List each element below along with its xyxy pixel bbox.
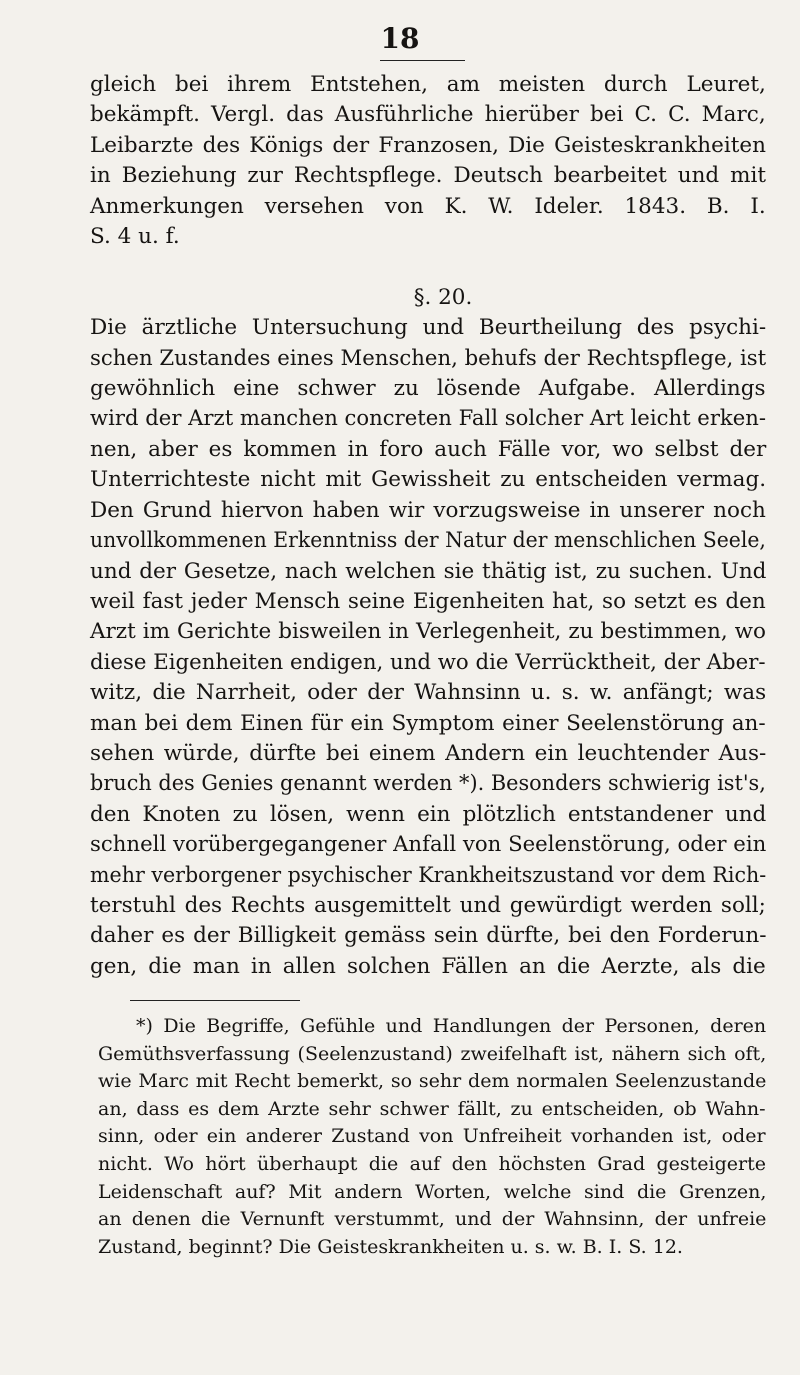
section-heading: §. 20. [413,284,473,310]
text-line: und der Gesetze, nach welchen sie thätig ist, zu suchen. Und [90,558,767,584]
footnote-line: an, dass es dem Arzte sehr schwer fällt, zu entscheiden, ob Wahn- [98,1097,766,1120]
footnote-line: Zustand, beginnt? Die Geisteskrankheiten u. s. w. B. I. S. 12. [98,1235,683,1258]
text-line: gleich bei ihrem Entstehen, am meisten durch Leuret, [90,72,766,97]
text-line: weil fast jeder Mensch seine Eigenheiten hat, so setzt es den [90,588,766,614]
text-line: gewöhnlich eine schwer zu lösende Aufgabe. Allerdings [90,376,766,402]
footnote-line: nicht. Wo hört überhaupt die auf den höchsten Grad gesteigerte [98,1152,766,1175]
text-line: unvollkommenen Erkenntniss der Natur der menschlichen Seele, [90,528,766,554]
text-line: Die ärztliche Untersuchung und Beurtheilung des psychi- [90,315,767,341]
text-line: in Beziehung zur Rechtspflege. Deutsch bearbeitet und mit [90,163,767,189]
text-line: Anmerkungen versehen von K. W. Ideler. 1843. B. I. [90,193,766,219]
text-line: terstuhl des Rechts ausgemittelt und gewürdigt werden soll; [90,892,766,918]
footnote [98,1013,766,1261]
text-line: bekämpft. Vergl. das Ausführliche hierüber bei C. C. Marc, [90,102,766,128]
text-line: witz, die Narrheit, oder der Wahnsinn u. s. w. anfängt; was [90,680,767,706]
text-line: nen, aber es kommen in foro auch Fälle vor, wo selbst der [90,436,767,462]
text-line: diese Eigenheiten endigen, und wo die Verrücktheit, der Aber- [90,649,766,675]
text-line: Arzt im Gerichte bisweilen in Verlegenheit, zu bestimmen, wo [90,619,767,645]
footnote-rule [130,1000,300,1001]
header-rule [380,60,465,61]
text-line: Leibarzte des Königs der Franzosen, Die Geisteskrankheiten [90,132,766,158]
text-line: Den Grund hiervon haben wir vorzugsweise in unserer noch [90,497,766,523]
footnote-line: sinn, oder ein anderer Zustand von Unfreiheit vorhanden ist, oder [98,1125,766,1148]
footnote-line: wie Marc mit Recht bemerkt, so sehr dem normalen Seelenzustande [98,1070,767,1093]
text-line: mehr verborgener psychischer Krankheitszustand vor dem Rich- [90,862,767,888]
text-line: S. 4 u. f. [90,224,180,250]
text-line: den Knoten zu lösen, wenn ein plötzlich entstandener und [90,801,767,827]
footnote-line: Leidenschaft auf? Mit andern Worten, welche sind die Grenzen, [98,1180,767,1203]
text-line: bruch des Genies genannt werden *). Besonders schwierig ist's, [90,771,766,797]
text-line: wird der Arzt manchen concreten Fall solcher Art leicht erken- [90,406,767,432]
page-number: 18 [380,22,420,55]
text-line: daher es der Billigkeit gemäss sein dürfte, bei den Forderun- [90,923,767,949]
text-line: schen Zustandes eines Menschen, behufs der Rechtspflege, ist [90,345,767,371]
page-header [0,22,800,55]
text-line: man bei dem Einen für ein Symptom einer Seelenstörung an- [90,710,766,736]
footnote-line: *) Die Begriffe, Gefühle und Handlungen der Personen, deren [136,1015,767,1037]
footnote-line: Gemüthsverfassung (Seelenzustand) zweifelhaft ist, nähern sich oft, [98,1042,767,1065]
text-line: schnell vorübergegangener Anfall von Seelenstörung, oder ein [90,832,767,858]
text-line: sehen würde, dürfte bei einem Andern ein leuchtender Aus- [90,740,767,766]
footnote-line: an denen die Vernunft verstummt, und der Wahnsinn, der unfreie [98,1208,767,1231]
text-line: gen, die man in allen solchen Fällen an die Aerzte, als die [90,953,766,979]
main-text [90,70,766,982]
text-line [90,252,766,282]
text-line: Unterrichteste nicht mit Gewissheit zu entscheiden vermag. [90,467,767,493]
